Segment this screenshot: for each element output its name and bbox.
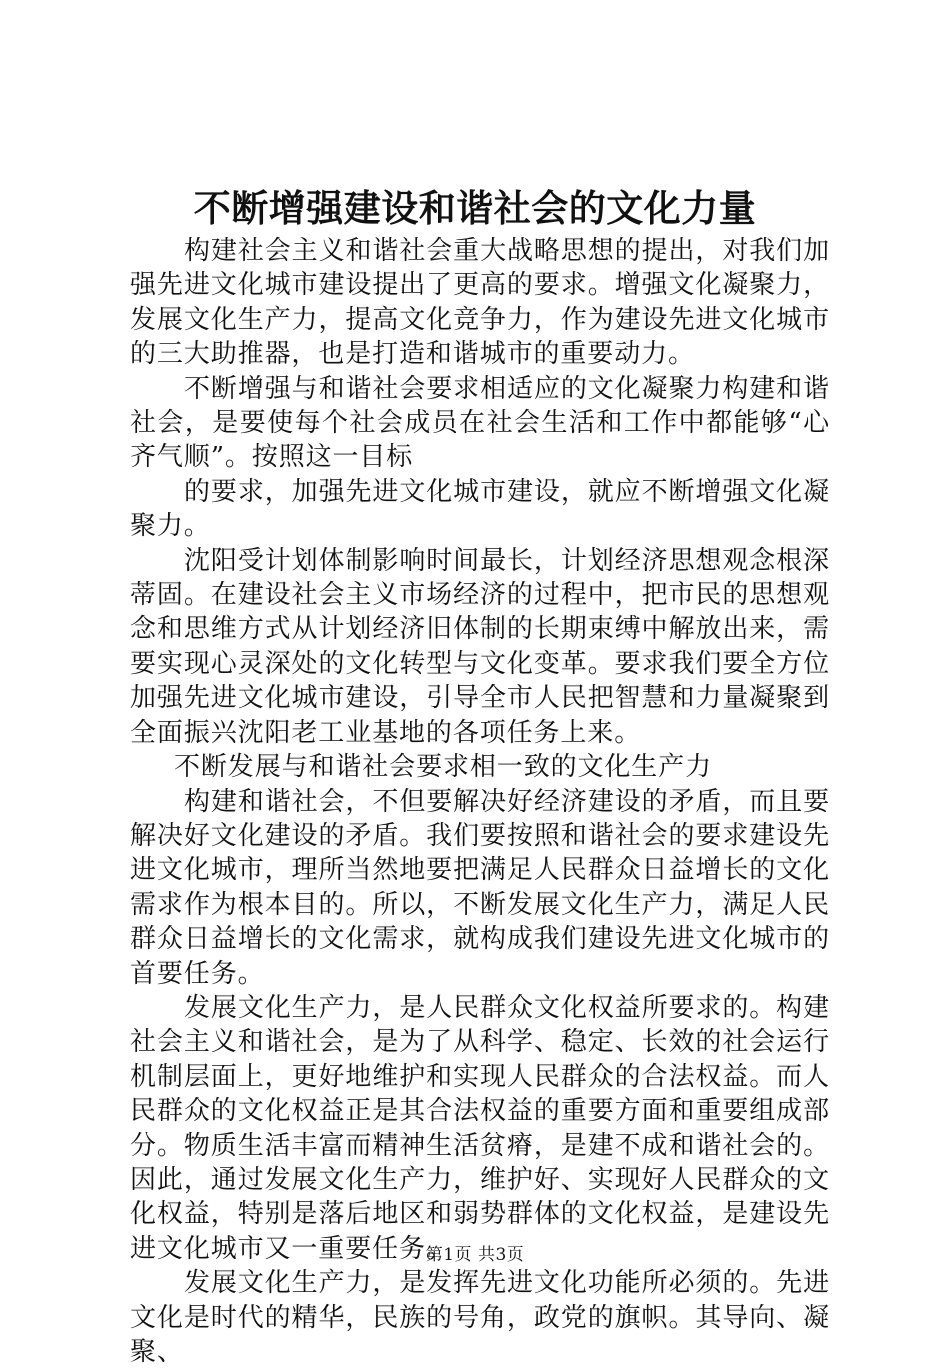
paragraph: 构建社会主义和谐社会重大战略思想的提出，对我们加强先进文化城市建设提出了更高的要求。增强文化凝聚力，发展文化生产力，提高文化竞争力，作为建设先进文化城市的三大助推器，也是打造和谐城市的重要动力。 (130, 236, 830, 370)
page-footer: 第1页 共3页 (425, 1245, 525, 1265)
paragraph: 构建和谐社会，不但要解决好经济建设的矛盾，而且要解决好文化建设的矛盾。我们要按照和谐社会的要求建设先进文化城市，理所当然地要把满足人民群众日益增长的文化需求作为根本目的。所以，不断发展文化生产力，满足人民群众日益增长的文化需求，就构成我们建设先进文化城市的首要任务。 (130, 786, 830, 989)
paragraph: 沈阳受计划体制影响时间最长，计划经济思想观念根深蒂固。在建设社会主义市场经济的过程中，把市民的思想观念和思维方式从计划经济旧体制的长期束缚中解放出来，需要实现心灵深处的文化转型与文化变革。要求我们要全方位加强先进文化城市建设，引导全市人民把智慧和力量凝聚到全面振兴沈阳老工业基地的各项任务上来。 (130, 545, 830, 748)
paragraph: 不断增强与和谐社会要求相适应的文化凝聚力构建和谐社会，是要使每个社会成员在社会生活和工作中都能够“心齐气顺”。按照这一目标 (130, 373, 830, 473)
paragraph: 的要求，加强先进文化城市建设，就应不断增强文化凝聚力。 (130, 476, 830, 542)
document-body (130, 234, 830, 1369)
section-heading: 不断发展与和谐社会要求相一致的文化生产力 (174, 752, 713, 783)
document-title: 不断增强建设和谐社会的文化力量 (193, 186, 757, 230)
paragraph: 发展文化生产力，是发挥先进文化功能所必须的。先进文化是时代的精华，民族的号角，政党的旗帜。其导向、凝聚、 (130, 1268, 830, 1367)
paragraph: 发展文化生产力，是人民群众文化权益所要求的。构建社会主义和谐社会，是为了从科学、稳定、长效的社会运行机制层面上，更好地维护和实现人民群众的合法权益。而人民群众的文化权益正是其合法权益的重要方面和重要组成部分。物质生活丰富而精神生活贫瘠，是建不成和谐社会的。因此，通过发展文化生产力，维护好、实现好人民群众的文化权益，特别是落后地区和弱势群体的文化权益，是建设先进文化城市又一重要任务。 (130, 992, 830, 1264)
